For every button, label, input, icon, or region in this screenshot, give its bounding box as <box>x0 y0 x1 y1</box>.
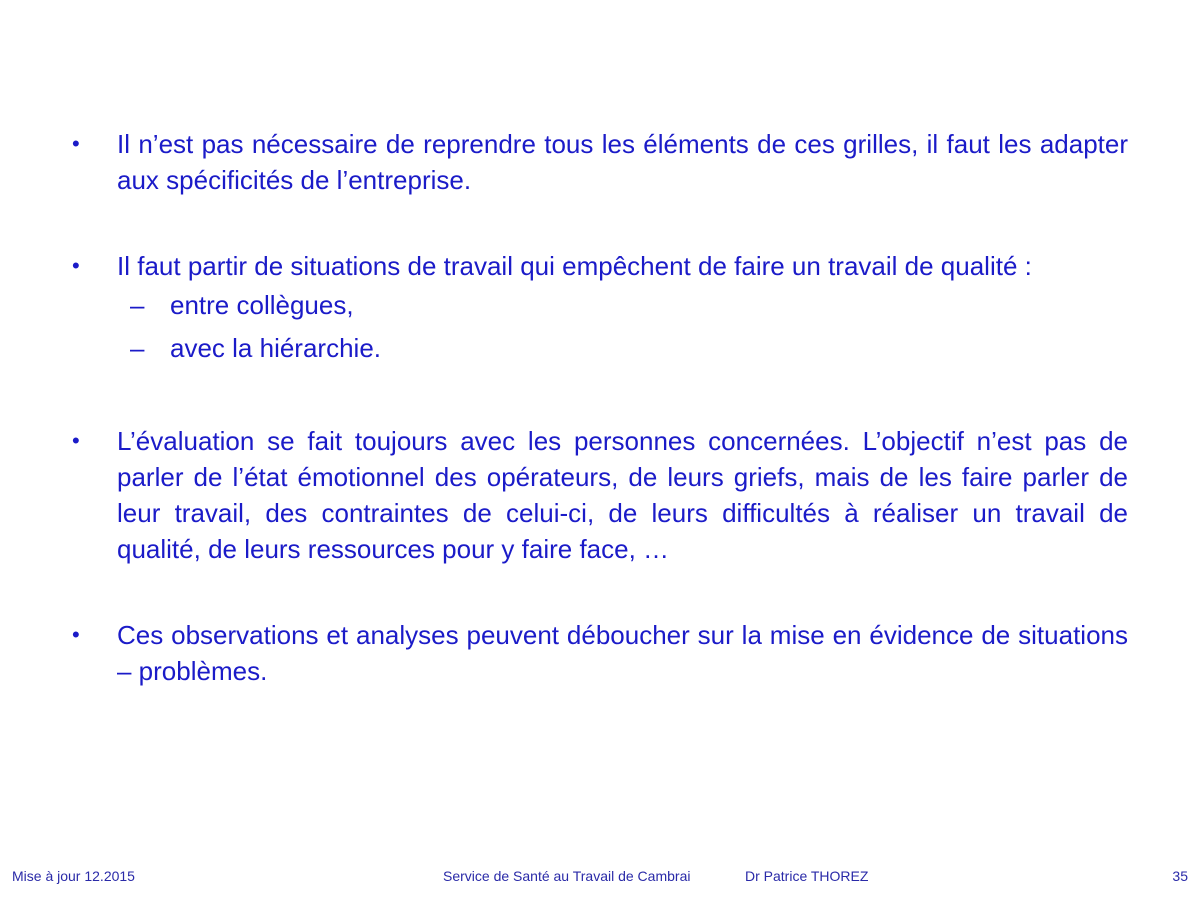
sub-bullet-item <box>70 327 1128 370</box>
footer-author: Dr Patrice THOREZ <box>745 868 869 884</box>
bullet-item <box>70 248 1128 284</box>
sub-bullet-item <box>70 284 1128 327</box>
footer-service: Service de Santé au Travail de Cambrai <box>443 868 691 884</box>
dash-icon: – <box>130 333 145 363</box>
footer-date: Mise à jour 12.2015 <box>12 868 135 884</box>
bullet-icon: • <box>72 253 80 278</box>
page-number: 35 <box>1172 868 1188 884</box>
bullet-item <box>70 423 1128 567</box>
bullet-text: Il n’est pas nécessaire de reprendre tous les éléments de ces grilles, il faut les adapter aux spécificités de l’entreprise. <box>117 129 1128 195</box>
dash-icon: – <box>130 290 145 320</box>
spacer <box>70 198 1128 248</box>
spacer <box>70 370 1128 423</box>
bullet-item <box>70 617 1128 689</box>
spacer <box>70 567 1128 617</box>
bullet-item <box>70 126 1128 198</box>
sub-bullet-text: entre collègues, <box>170 290 354 320</box>
slide-content <box>70 126 1128 689</box>
bullet-text: L’évaluation se fait toujours avec les personnes concernées. L’objectif n’est pas de parler de l’état émotionnel des opérateurs, de leurs griefs, mais de les faire parler de leur travail, des contraintes de celui-ci, de leurs difficultés à réaliser un travail de qualité, de leurs ressources pour y faire face, … <box>117 426 1128 564</box>
bullet-text: Ces observations et analyses peuvent déboucher sur la mise en évidence de situations – problèmes. <box>117 620 1128 686</box>
bullet-icon: • <box>72 622 80 647</box>
bullet-icon: • <box>72 131 80 156</box>
sub-bullet-text: avec la hiérarchie. <box>170 333 381 363</box>
bullet-text: Il faut partir de situations de travail qui empêchent de faire un travail de qualité : <box>117 251 1032 281</box>
bullet-icon: • <box>72 428 80 453</box>
